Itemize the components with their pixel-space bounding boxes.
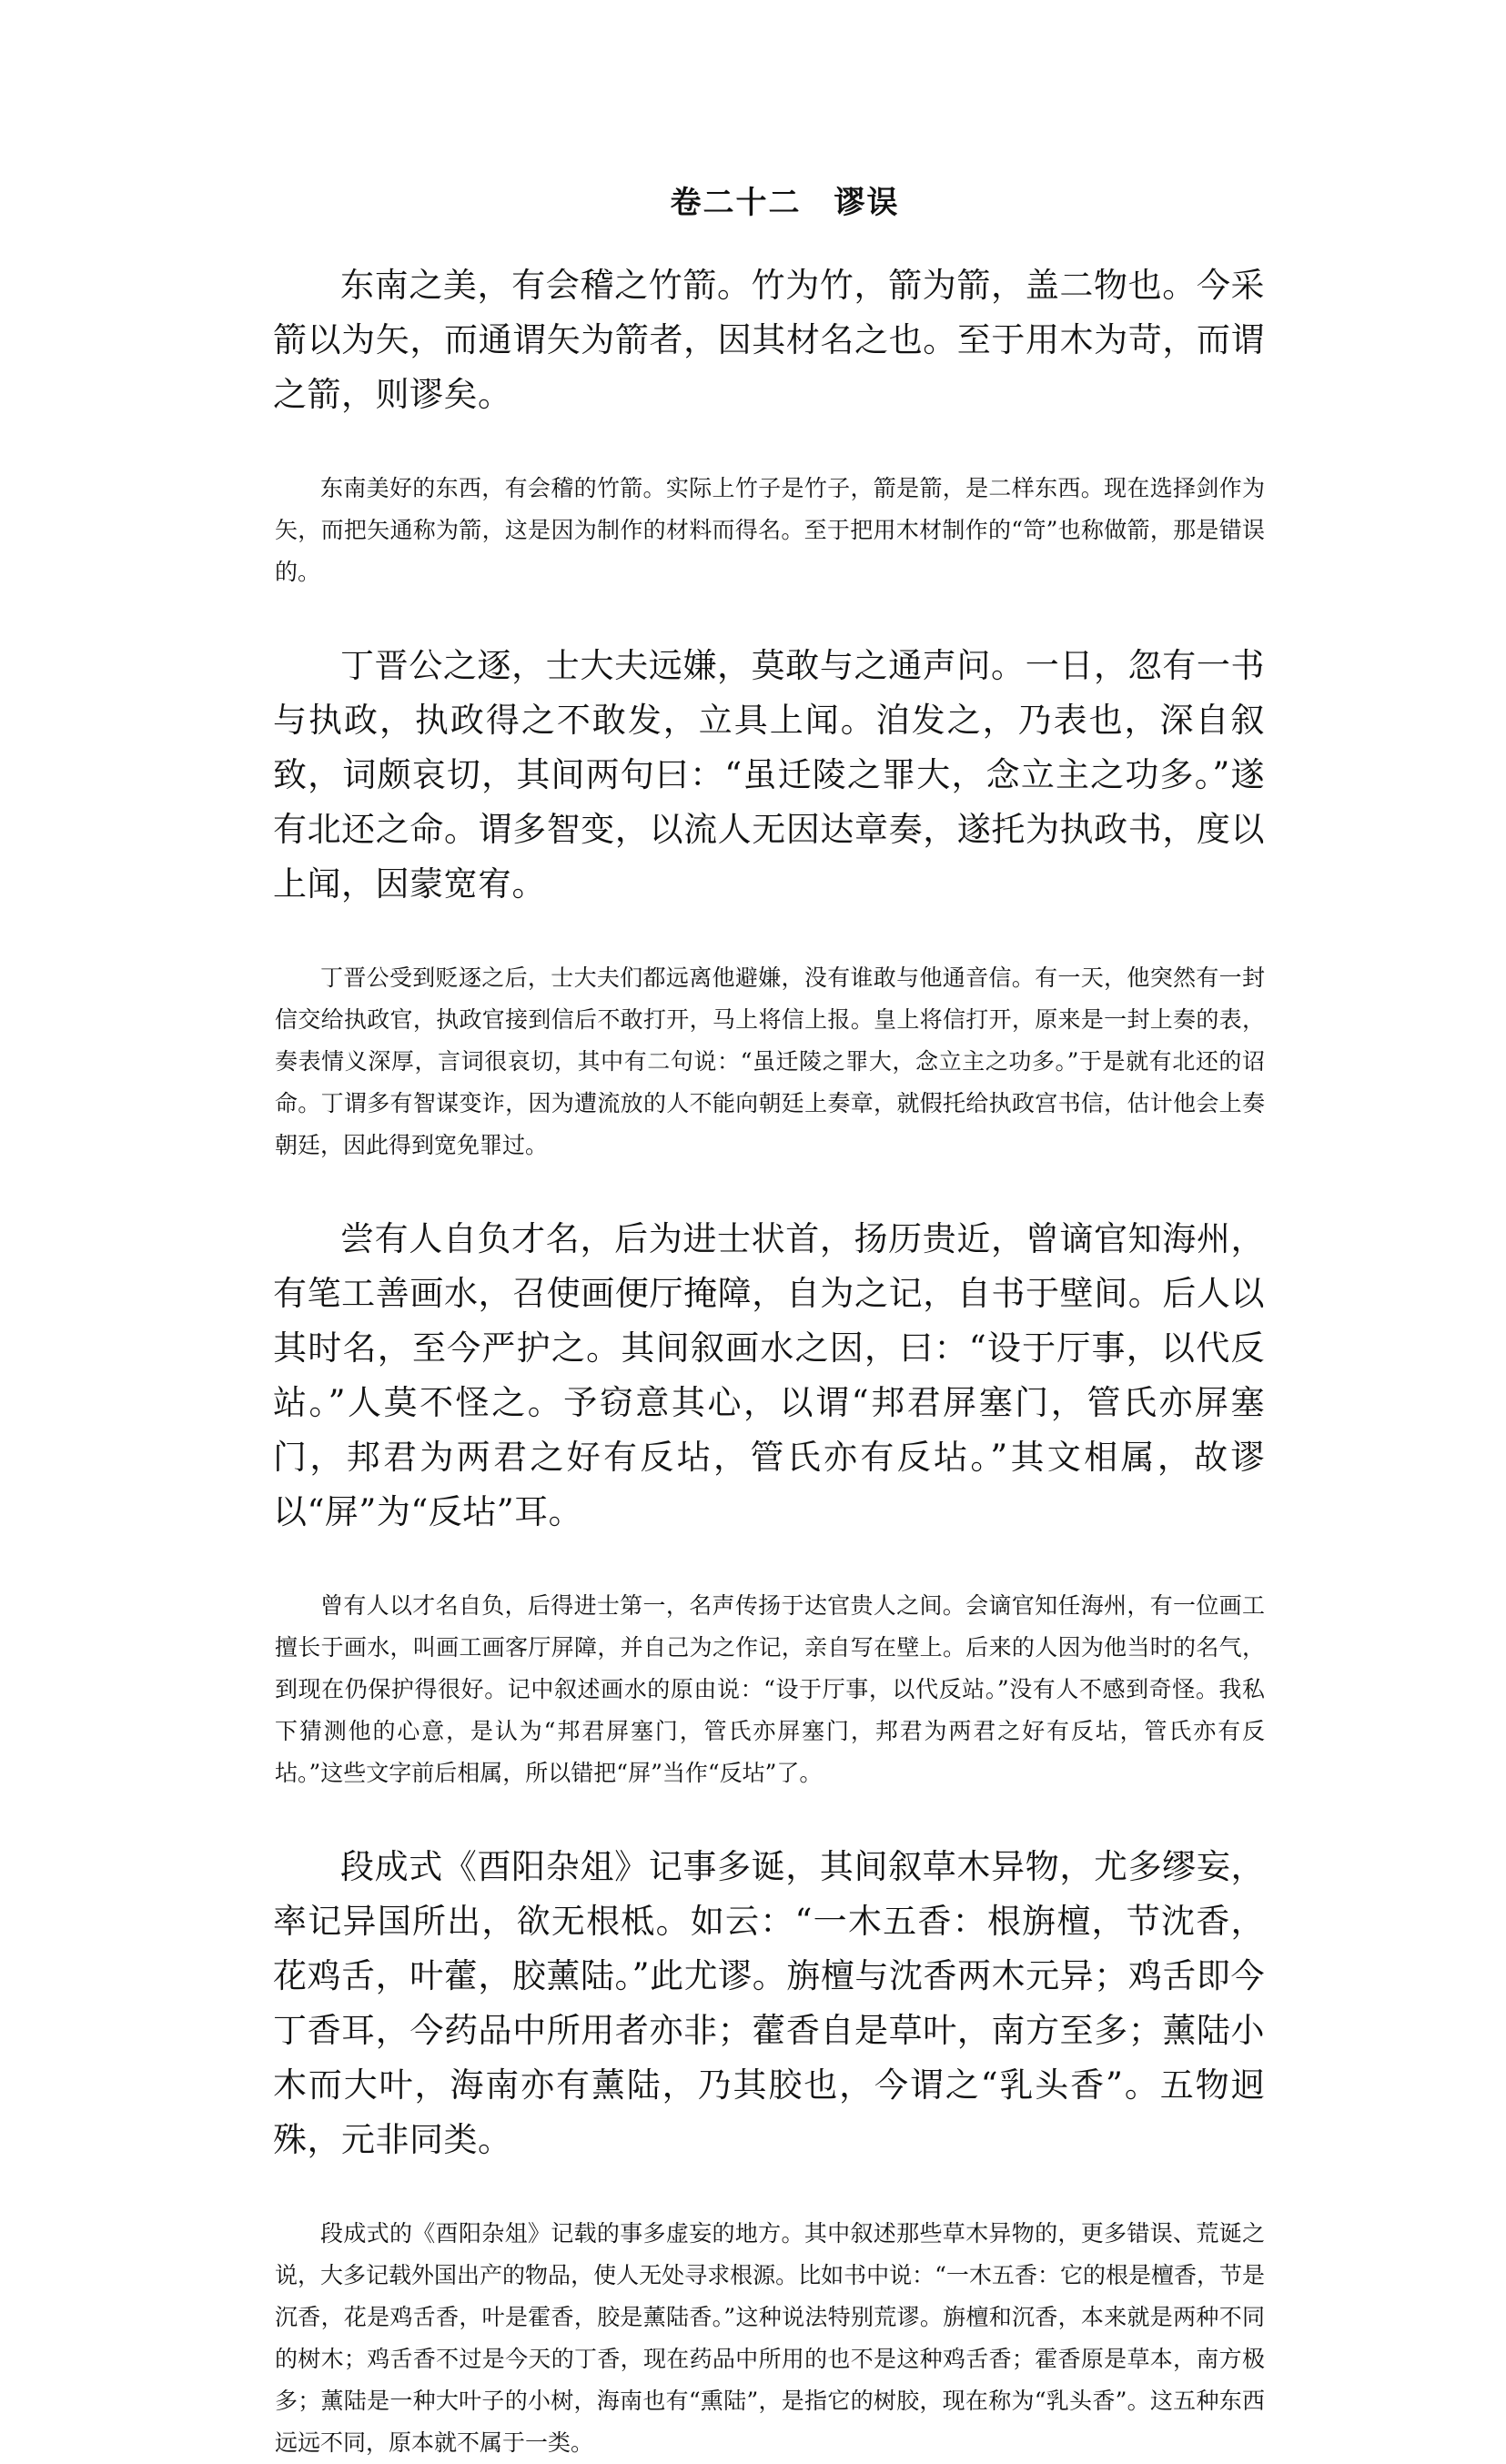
classical-text: 段成式《酉阳杂俎》记事多诞，其间叙草木异物，尤多缪妄，率记异国所出，欲无根柢。如云：“一木五香：根旃檀，节沈香，花鸡舌，叶藿，胶薰陆。”此尤谬。旃檀与沈香两木元异；鸡舌即今丁香耳，今药品中所用者亦非；藿香自是草叶，南方至多；薰陆小木而大叶，海南亦有薰陆，乃其胶也，今谓之“乳头香”。五物迥殊，元非同类。 [273, 1847, 1265, 2159]
passage-2 [273, 639, 1265, 1166]
passage-1 [273, 258, 1265, 593]
chapter-title: 卷二十二 谬误 [670, 185, 900, 221]
translation-text: 曾有人以才名自负，后得进士第一，名声传扬于达官贵人之间。会谪官知任海州，有一位画工擅长于画水，叫画工画客厅屏障，并自己为之作记，亲自写在壁上。后来的人因为他当时的名气，到现在仍保护得很好。记中叙述画水的原由说：“设于厅事，以代反站。”没有人不感到奇怪。我私下猜测他的心意，是认为“邦君屏塞门，管氏亦屏塞门，邦君为两君之好有反坫，管氏亦有反坫。”这些文字前后相属，所以错把“屏”当作“反坫”了。 [275, 1592, 1265, 1786]
classical-text: 丁晋公之逐，士大夫远嫌，莫敢与之通声问。一日，忽有一书与执政，执政得之不敢发，立具上闻。洎发之，乃表也，深自叙致，词颇哀切，其间两句曰：“虽迁陵之罪大，念立主之功多。”遂有北还之命。谓多智变，以流人无因达章奏，遂托为执政书，度以上闻，因蒙宽宥。 [273, 646, 1265, 904]
classical-text: 东南之美，有会稽之竹箭。竹为竹，箭为箭，盖二物也。今采箭以为矢，而通谓矢为箭者，因其材名之也。至于用木为苛，而谓之箭，则谬矣。 [273, 266, 1265, 414]
passage-3 [273, 1212, 1265, 1794]
translation-text: 东南美好的东西，有会稽的竹箭。实际上竹子是竹子，箭是箭，是二样东西。现在选择剑作为矢，而把矢通称为箭，这是因为制作的材料而得名。至于把用木材制作的“笴”也称做箭，那是错误的。 [275, 475, 1265, 585]
classical-text: 尝有人自负才名，后为进士状首，扬历贵近，曾谪官知海州，有笔工善画水，召使画便厅掩障，自为之记，自书于壁间。后人以其时名，至今严护之。其间叙画水之因，曰：“设于厅事，以代反站。”人莫不怪之。予窃意其心，以谓“邦君屏塞门，管氏亦屏塞门，邦君为两君之好有反坫，管氏亦有反坫。”其文相属，故谬以“屏”为“反坫”耳。 [273, 1219, 1265, 1531]
translation-text: 段成式的《酉阳杂俎》记载的事多虚妄的地方。其中叙述那些草木异物的，更多错误、荒诞之说，大多记载外国出产的物品，使人无处寻求根源。比如书中说：“一木五香：它的根是檀香，节是沉香，花是鸡舌香，叶是霍香，胶是薰陆香。”这种说法特别荒谬。旃檀和沉香，本来就是两种不同的树木；鸡舌香不过是今天的丁香，现在药品中所用的也不是这种鸡舌香；霍香原是草本，南方极多；薰陆是一种大叶子的小树，海南也有“熏陆”，是指它的树胶，现在称为“乳头香”。这五种东西远远不同，原本就不属于一类。 [275, 2220, 1265, 2456]
passage-4 [273, 1840, 1265, 2464]
translation-text: 丁晋公受到贬逐之后，士大夫们都远离他避嫌，没有谁敢与他通音信。有一天，他突然有一封信交给执政官，执政官接到信后不敢打开，马上将信上报。皇上将信打开，原来是一封上奏的表，奏表情义深厚，言词很哀切，其中有二句说：“虽迁陵之罪大，念立主之功多。”于是就有北还的诏命。丁谓多有智谋变诈，因为遭流放的人不能向朝廷上奏章，就假托给执政宫书信，估计他会上奏朝廷，因此得到宽免罪过。 [275, 964, 1265, 1158]
